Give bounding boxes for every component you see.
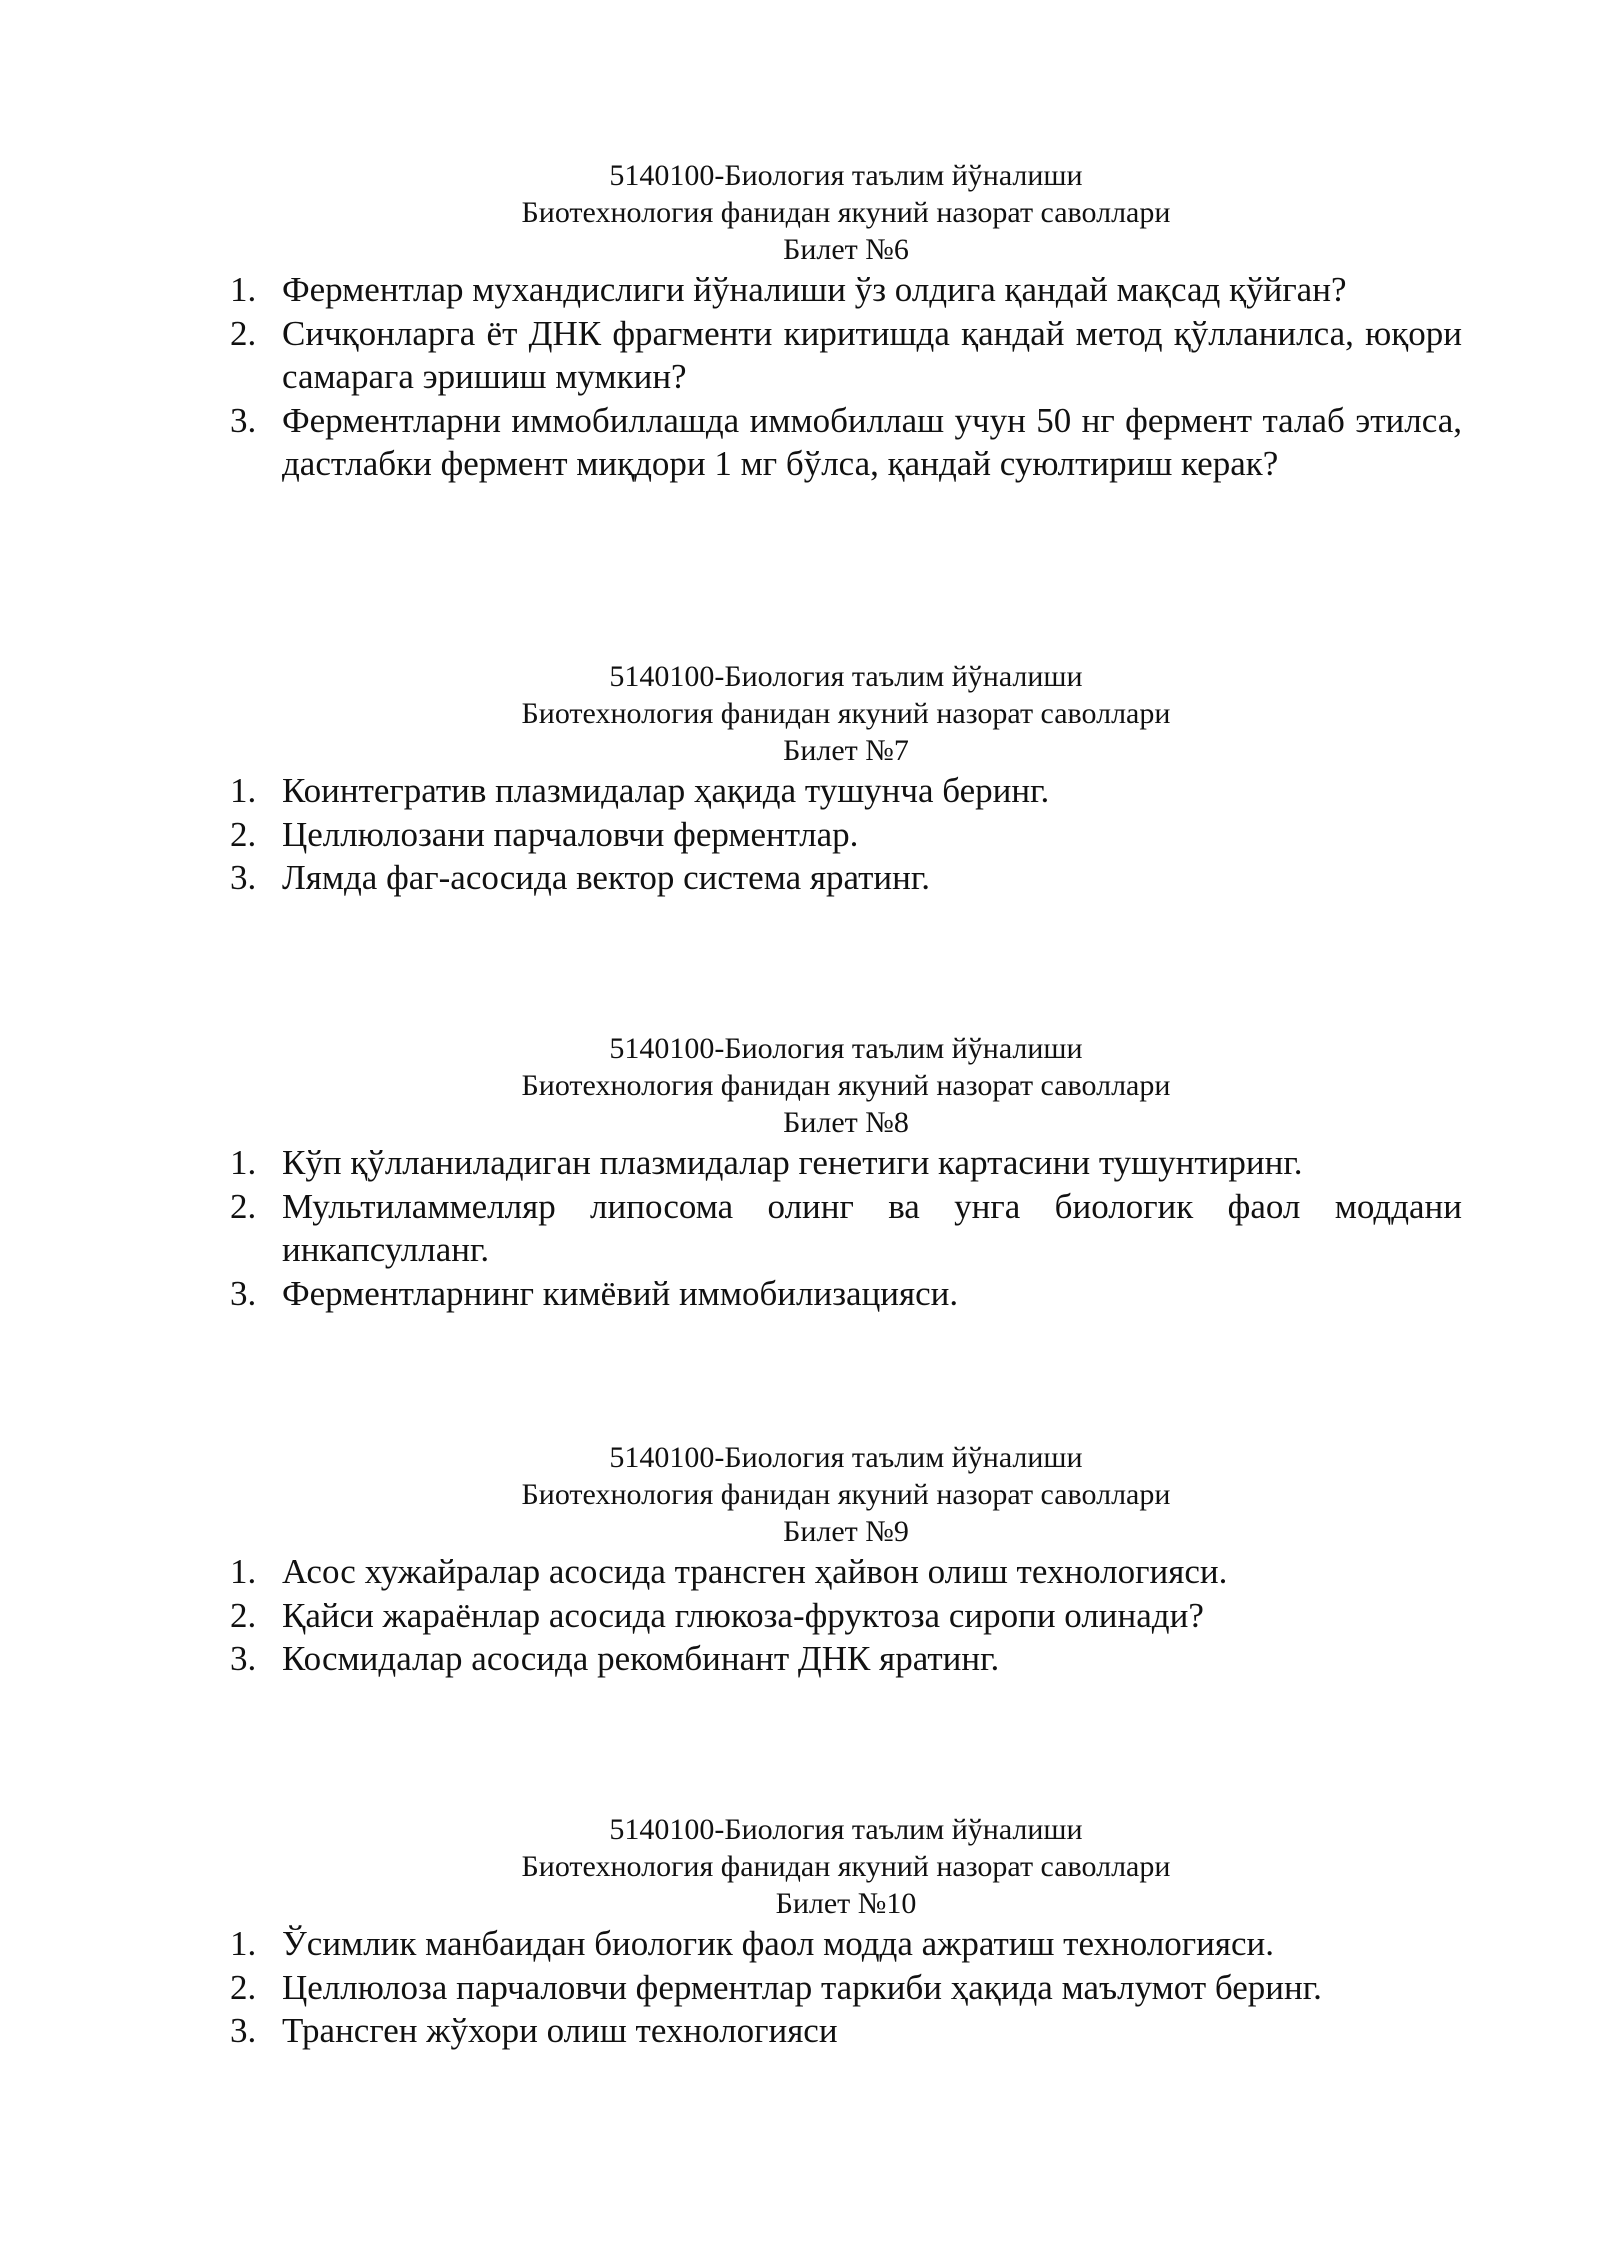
question-text: Ферментларни иммобиллашда иммобиллаш учун 50 нг фермент талаб этилса, дастлабки фермент миқдори 1 мг бўлса, қандай суюлтириш керак? bbox=[282, 400, 1462, 483]
ticket-number: Билет №8 bbox=[783, 1106, 909, 1139]
question-number: 2. bbox=[230, 1595, 257, 1635]
question-number: 1. bbox=[230, 1924, 257, 1963]
question-number: 3. bbox=[230, 400, 257, 440]
question-text: Асос хужайралар асосида трансген ҳайвон олиш технологияси. bbox=[282, 1552, 1228, 1591]
ticket-direction: 5140100-Биология таълим йўналиши bbox=[609, 660, 1083, 693]
question-item bbox=[230, 856, 1462, 900]
question-text: Мультиламмелляр липосома олинг ва унга биологик фаол моддани инкапсулланг. bbox=[282, 1186, 1462, 1269]
question-item bbox=[230, 1141, 1462, 1185]
ticket-direction: 5140100-Биология таълим йўналиши bbox=[609, 1441, 1083, 1474]
question-text: Ферментларнинг кимёвий иммобилизацияси. bbox=[282, 1273, 959, 1313]
question-number: 3. bbox=[230, 858, 257, 897]
question-number: 1. bbox=[230, 270, 257, 309]
question-item bbox=[230, 1550, 1462, 1594]
ticket-direction: 5140100-Биология таълим йўналиши bbox=[609, 1813, 1083, 1846]
question-text: Қайси жараёнлар асосида глюкоза-фруктоза сиропи олинади? bbox=[282, 1595, 1204, 1635]
question-list bbox=[230, 1141, 1462, 1315]
ticket-block-10 bbox=[230, 1811, 1462, 2053]
ticket-number: Билет №10 bbox=[775, 1887, 917, 1920]
ticket-block-6 bbox=[230, 157, 1462, 486]
question-number: 3. bbox=[230, 1273, 257, 1313]
question-list bbox=[230, 1550, 1462, 1681]
question-number: 1. bbox=[230, 771, 257, 810]
ticket-block-7 bbox=[230, 658, 1462, 900]
ticket-block-8 bbox=[230, 1030, 1462, 1315]
question-text: Целлюлозани парчаловчи ферментлар. bbox=[282, 814, 859, 854]
question-number: 2. bbox=[230, 1186, 257, 1226]
question-text: Космидалар асосида рекомбинант ДНК яратинг. bbox=[282, 1639, 1000, 1678]
ticket-number: Билет №7 bbox=[783, 734, 909, 767]
question-list bbox=[230, 268, 1462, 486]
question-text: Сичқонларга ёт ДНК фрагменти киритишда қандай метод қўлланилса, юқори самарага эришиш мумкин? bbox=[282, 313, 1462, 396]
question-item bbox=[230, 1272, 1462, 1316]
question-text: Ўсимлик манбаидан биологик фаол модда ажратиш технологияси. bbox=[282, 1924, 1274, 1963]
question-number: 1. bbox=[230, 1552, 257, 1591]
question-item bbox=[230, 1637, 1462, 1681]
question-number: 2. bbox=[230, 1967, 257, 2007]
ticket-block-9 bbox=[230, 1439, 1462, 1681]
question-item bbox=[230, 2009, 1462, 2053]
question-text: Ферментлар мухандислиги йўналиши ўз олдига қандай мақсад қўйган? bbox=[282, 270, 1347, 309]
question-item bbox=[230, 268, 1462, 312]
ticket-subject: Биотехнология фанидан якуний назорат саволлари bbox=[521, 1069, 1171, 1102]
question-item bbox=[230, 1966, 1462, 2010]
ticket-subject: Биотехнология фанидан якуний назорат саволлари bbox=[521, 196, 1171, 229]
question-list bbox=[230, 769, 1462, 900]
question-item bbox=[230, 399, 1462, 486]
ticket-subject: Биотехнология фанидан якуний назорат саволлари bbox=[521, 1850, 1171, 1883]
ticket-direction: 5140100-Биология таълим йўналиши bbox=[609, 1032, 1083, 1065]
question-number: 1. bbox=[230, 1143, 257, 1182]
question-item bbox=[230, 813, 1462, 857]
ticket-number: Билет №6 bbox=[783, 233, 909, 266]
question-item bbox=[230, 1922, 1462, 1966]
question-text: Лямда фаг-асосида вектор система яратинг. bbox=[282, 858, 931, 897]
ticket-subject: Биотехнология фанидан якуний назорат саволлари bbox=[521, 1478, 1171, 1511]
question-text: Трансген жўхори олиш технологияси bbox=[282, 2011, 838, 2050]
question-number: 2. bbox=[230, 313, 257, 353]
question-list bbox=[230, 1922, 1462, 2053]
question-text: Кўп қўлланиладиган плазмидалар генетиги картасини тушунтиринг. bbox=[282, 1143, 1303, 1182]
ticket-number: Билет №9 bbox=[783, 1515, 909, 1548]
ticket-subject: Биотехнология фанидан якуний назорат саволлари bbox=[521, 697, 1171, 730]
question-number: 3. bbox=[230, 2011, 257, 2050]
ticket-direction: 5140100-Биология таълим йўналиши bbox=[609, 159, 1083, 192]
question-text: Коинтегратив плазмидалар ҳақида тушунча беринг. bbox=[282, 771, 1050, 810]
question-item bbox=[230, 1594, 1462, 1638]
question-item bbox=[230, 312, 1462, 399]
question-text: Целлюлоза парчаловчи ферментлар таркиби ҳақида маълумот беринг. bbox=[282, 1967, 1322, 2007]
question-item bbox=[230, 1185, 1462, 1272]
question-number: 2. bbox=[230, 814, 257, 854]
question-item bbox=[230, 769, 1462, 813]
question-number: 3. bbox=[230, 1639, 257, 1678]
